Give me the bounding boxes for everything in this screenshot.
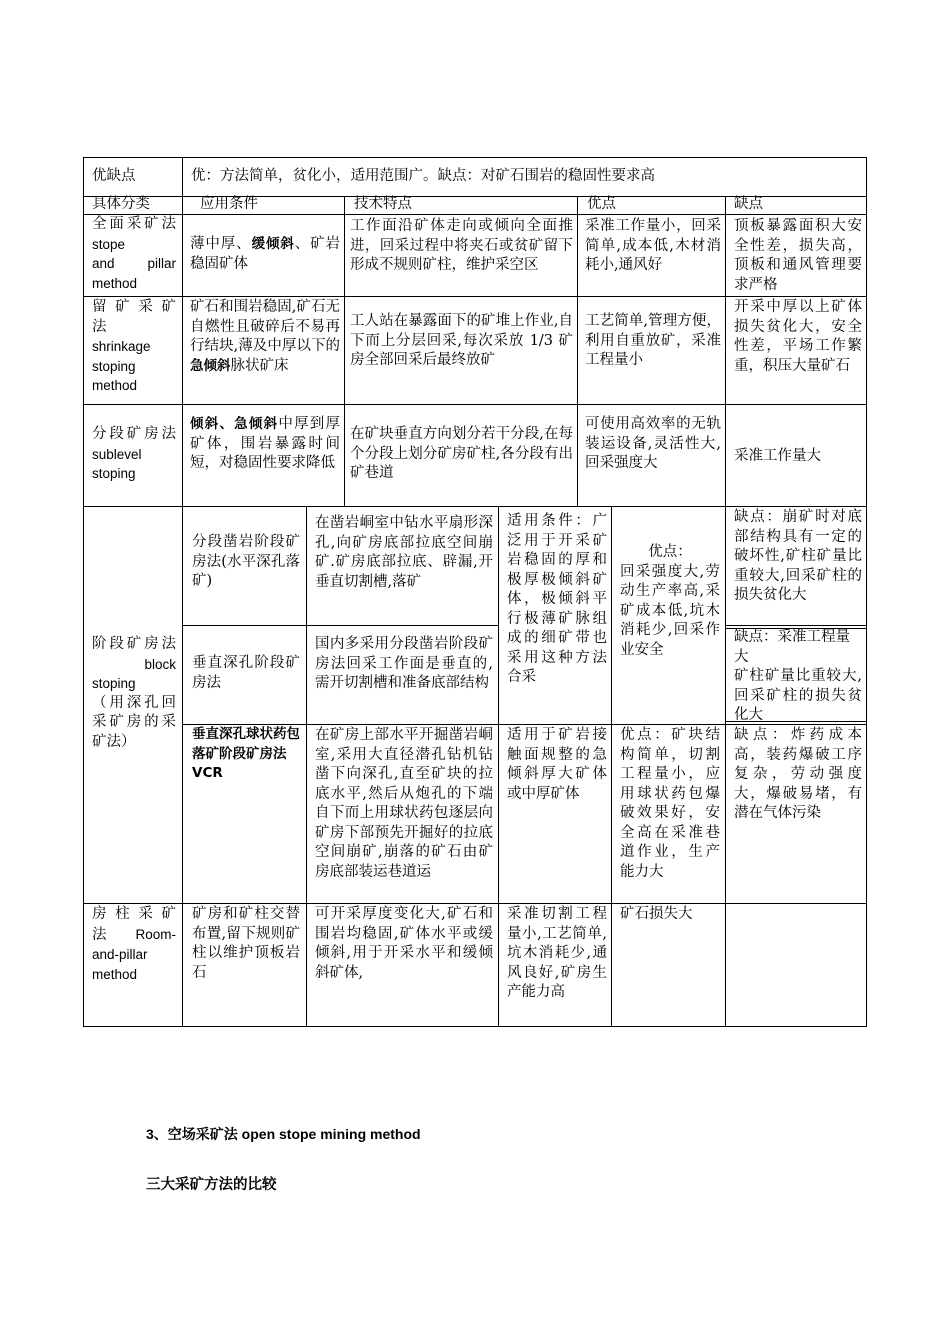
disadvantages-room-pillar: 矿石损失大 (620, 906, 693, 922)
disadvantages-stope-pillar: 顶板暴露面积大安全性差，损失高，顶板和通风管理要求严格 (734, 218, 862, 293)
block-sub3-conditions: 适用于矿岩接触面规整的急倾斜厚大矿体或中厚矿体 (507, 727, 607, 802)
block-sub3-technique: 在矿房上部水平开掘凿岩峒室,采用大直径潜孔钻机钻凿下向深孔,直至矿块的拉底水平,然后从炮孔的下端自下而上用球状药包逐层向矿房下部预先开掘好的拉底空间崩矿,崩落的矿石由矿房底部装运巷道运 (315, 727, 493, 880)
block-sub1-name: 分段凿岩阶段矿房法(水平深孔落矿) (192, 534, 300, 589)
technique-room-pillar: 可开采厚度变化大,矿石和围岩均稳固,矿体水平或缓倾斜,用于开采水平和缓倾斜矿体, (315, 906, 493, 981)
header-category: 具体分类 (92, 196, 150, 212)
block-sub1-disadvantages: 缺点：崩矿时对底部结构具有一定的破坏性,矿柱矿量比重较大,回采矿柱的损失贫化大 (734, 509, 862, 603)
method-name-room-pillar: 房柱采矿 法 Room- and-pillar method (92, 906, 176, 982)
conditions-room-pillar: 矿房和矿柱交替布置,留下规则矿柱以维护顶板岩石 (192, 906, 300, 981)
pros-cons-label: 优缺点 (92, 168, 136, 184)
advantages-shrinkage: 工艺简单,管理方便，利用自重放矿，采准工程量小 (585, 313, 721, 368)
block-sub3-name: 垂直深孔球状药包落矿阶段矿房法 VCR (192, 726, 300, 781)
technique-sublevel: 在矿块垂直方向划分若干分段,在每个分段上划分矿房矿柱,各分段有出矿巷道 (350, 426, 573, 481)
block-sub3-advantages: 优点：矿块结构简单，切割工程量小，应用球状药包爆破效果好，安全高在采准巷道作业，生产能力大 (620, 727, 720, 880)
method-name-block: 阶段矿房法 block stoping （用深孔回采矿房的采矿法） (92, 636, 176, 750)
method-name-sublevel: 分段矿房法 sublevel stoping (92, 426, 176, 481)
block-sub2-technique: 国内多采用分段凿岩阶段矿房法回采工作面是垂直的,需开切割槽和准备底部结构 (315, 636, 493, 691)
block-sub1-technique: 在凿岩峒室中钻水平扇形深孔,向矿房底部拉底空间崩矿.矿房底部拉底、辟漏,开垂直切割槽,落矿 (315, 515, 493, 590)
sub-heading: 三大采矿方法的比较 (146, 1177, 277, 1193)
advantages-room-pillar: 采准切割工程量小,工艺简单,坑木消耗少,通风良好,矿房生产能力高 (507, 906, 607, 1000)
block-conditions-shared: 适用条件：广泛用于开采矿岩稳固的厚和极厚极倾斜矿体，极倾斜平行极薄矿脉组成的细矿带也采用这种方法合采 (507, 513, 607, 685)
advantages-stope-pillar: 采准工作量小，回采简单,成本低,木材消耗小,通风好 (585, 218, 721, 273)
disadvantages-shrinkage: 开采中厚以上矿体损失贫化大，安全性差，平场工作繁重，积压大量矿石 (734, 299, 862, 374)
section-heading: 3、空场采矿法 open stope mining method (146, 1126, 421, 1142)
technique-stope-pillar: 工作面沿矿体走向或倾向全面推进，回采过程中将夹石或贫矿留下形成不规则矿柱，维护采空区 (350, 218, 573, 273)
conditions-stope-pillar: 薄中厚、缓倾斜、矿岩稳固矿体 (190, 236, 340, 272)
conditions-sublevel: 倾斜、急倾斜中厚到厚矿体，围岩暴露时间短，对稳固性要求降低 (190, 416, 340, 471)
header-advantages: 优点 (587, 196, 616, 212)
block-advantages-shared: 优点： 回采强度大,劳动生产率高,采矿成本低,坑木消耗少,回采作业安全 (620, 544, 720, 658)
conditions-shrinkage: 矿石和围岩稳固,矿石无自燃性且破碎后不易再行结块,薄及中厚以下的急倾斜脉状矿床 (190, 299, 340, 374)
header-technique: 技术特点 (354, 196, 412, 212)
advantages-sublevel: 可使用高效率的无轨装运设备,灵活性大,回采强度大 (585, 416, 721, 471)
pros-cons-text: 优：方法简单，贫化小，适用范围广。缺点：对矿石围岩的稳固性要求高 (191, 168, 655, 184)
mining-methods-table (83, 157, 867, 1027)
header-disadvantages: 缺点 (734, 196, 763, 212)
header-conditions: 应用条件 (200, 196, 258, 212)
block-sub2-disadvantages: 缺点：采准工程量大 矿柱矿量比重较大,回采矿柱的损失贫化大 (734, 629, 862, 723)
technique-shrinkage: 工人站在暴露面下的矿堆上作业,自下而上分层回采,每次采放 1/3 矿房全部回采后最终放矿 (350, 313, 573, 368)
disadvantages-sublevel: 采准工作量大 (734, 448, 821, 464)
method-name-shrinkage: 留矿采矿 法 shrinkage stoping method (92, 299, 176, 393)
block-sub2-name: 垂直深孔阶段矿房法 (192, 655, 300, 691)
block-sub3-disadvantages: 缺点：炸药成本高，装药爆破工序复杂，劳动强度大，爆破易堵，有潜在气体污染 (734, 727, 862, 821)
method-name-stope-pillar: 全面采矿法 stope and pillar method (92, 216, 176, 291)
